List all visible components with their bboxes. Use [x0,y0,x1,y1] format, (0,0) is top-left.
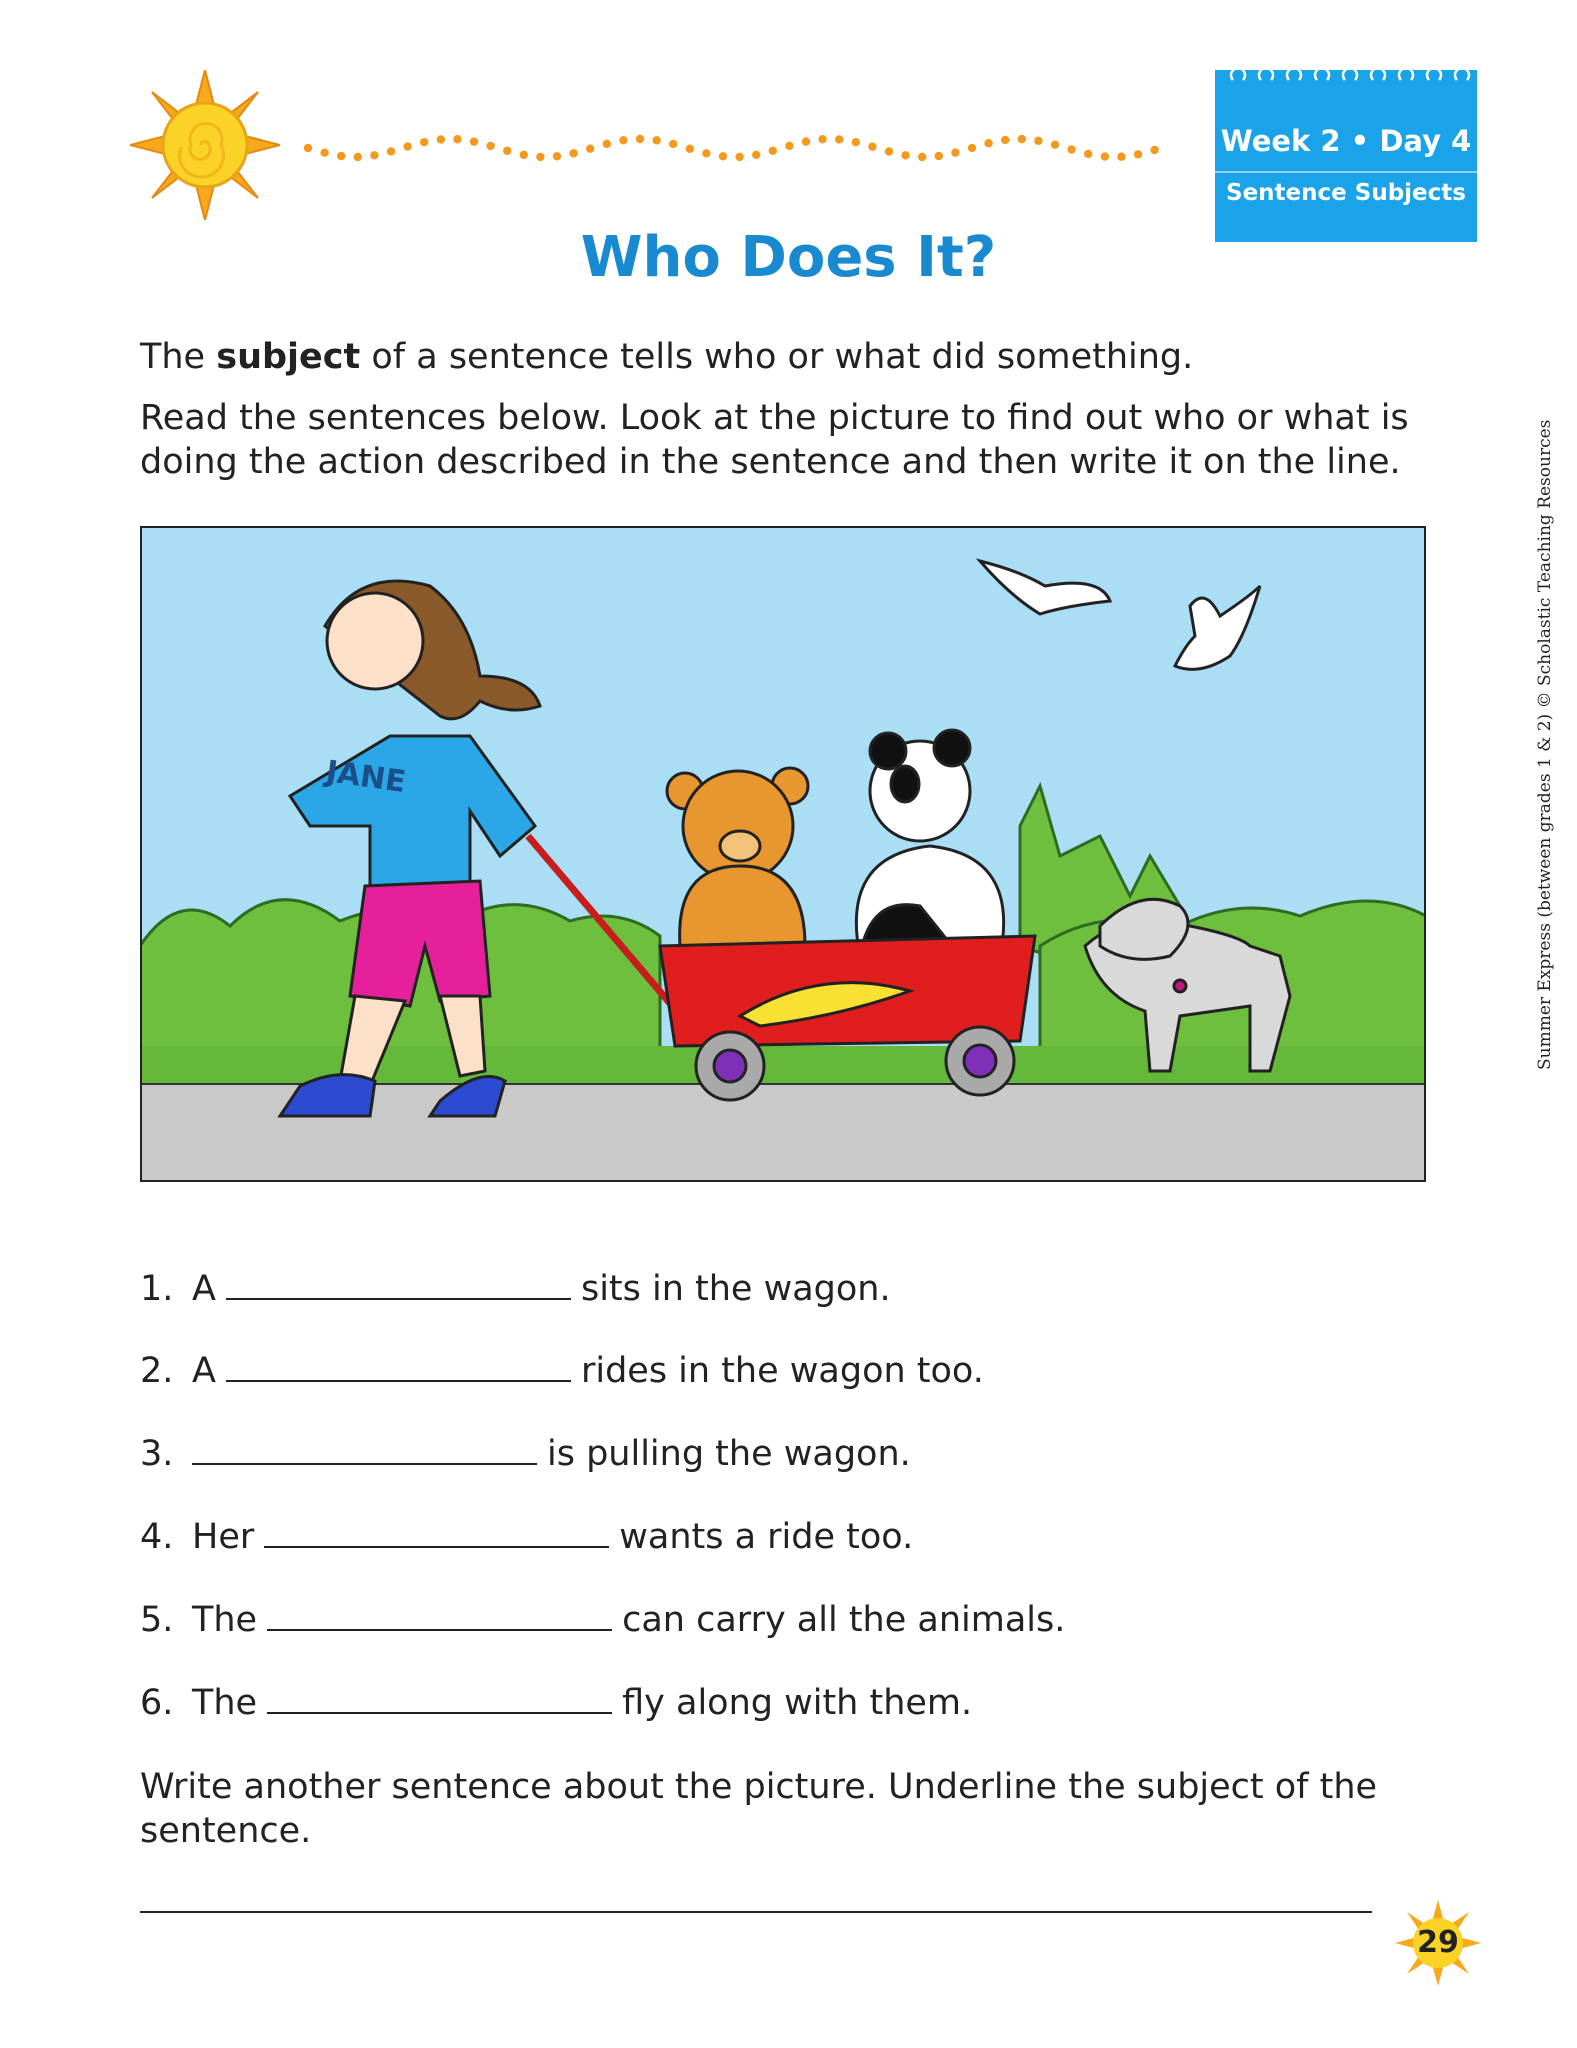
extra-sentence-line[interactable] [140,1911,1372,1913]
answer-blank-1[interactable] [226,1268,571,1300]
question-1: 1. A sits in the wagon. [140,1269,891,1309]
question-6: 6. The fly along with them. [140,1683,973,1723]
extra-sentence-prompt: Write another sentence about the picture. Underline the subject of the sentence. [140,1767,1378,1851]
answer-blank-2[interactable] [226,1350,571,1382]
sun-icon [130,70,280,220]
decorative-dots [300,128,1170,168]
answer-blank-6[interactable] [267,1682,612,1714]
question-2: 2. A rides in the wagon too. [140,1351,984,1391]
answer-blank-5[interactable] [267,1599,612,1631]
page-number: 29 [1417,1925,1459,1960]
copyright-credit: Summer Express (between grades 1 & 2) © Scholastic Teaching Resources [1535,419,1555,1070]
question-5: 5. The can carry all the animals. [140,1600,1066,1640]
badge-topic: Sentence Subjects [1226,180,1466,206]
week-day-badge [1215,62,1477,242]
badge-week-day: Week 2 • Day 4 [1220,124,1472,158]
page-title: Who Does It? [580,225,997,290]
question-3: 3. is pulling the wagon. [140,1434,911,1474]
intro-bold-term: subject [216,337,361,377]
intro-instructions: Read the sentences below. Look at the picture to find out who or what is doing the action described in the sentence and then write it on the line. [140,398,1409,482]
shirt-name: JANE [323,754,408,801]
answer-blank-4[interactable] [264,1516,609,1548]
intro-definition: The subject of a sentence tells who or what did something. [140,337,1194,377]
illustration [140,526,1426,1182]
answer-blank-3[interactable] [192,1433,537,1465]
question-4: 4. Her wants a ride too. [140,1517,914,1557]
